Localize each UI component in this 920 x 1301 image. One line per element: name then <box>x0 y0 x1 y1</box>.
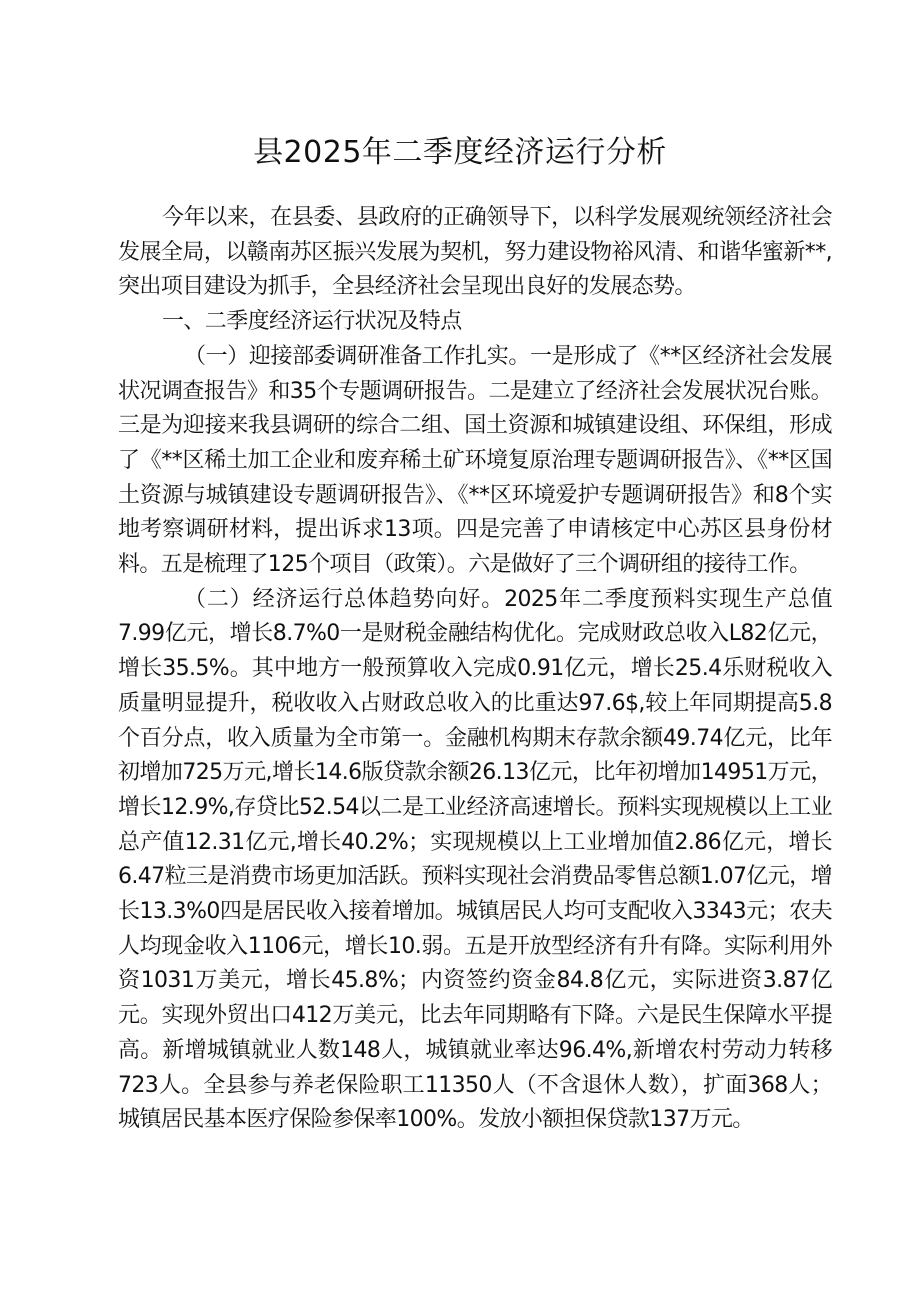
intro-paragraph: 今年以来，在县委、县政府的正确领导下，以科学发展观统领经济社会发展全局，以赣南苏区振兴发展为契机，努力建设物裕风清、和谐华蜜新**,突出项目建设为抓手，全县经济社会呈现出良好的发展态势。 <box>118 205 832 300</box>
section-heading-1: 一、二季度经济运行状况及特点 <box>162 309 462 335</box>
subsection-paragraph-2: （二）经济运行总体趋势向好。2025年二季度预料实现生产总值7.99亿元，增长8.7%0一是财税金融结构优化。完成财政总收入L82亿元，增长35.5%。其中地方一般预算收入完成0.91亿元，增长25.4乐财税收入质量明显提升，税收收入占财政总收入的比重达97.6$,较上年同期提高5.8个百分点，收入质量为全市第一。金融机构期末存款余额49.74亿元，比年初增加725万元,增长14.6版贷款余额26.13亿元，比年初增加14951万元，增长12.9%,存贷比52.54以二是工业经济高速增长。预料实现规模以上工业总产值12.31亿元,增长40.2%；实现规模以上工业增加值2.86亿元，增长6.47粒三是消费市场更加活跃。预料实现社会消费品零售总额1.07亿元，增长13.3%0四是居民收入接着增加。城镇居民人均可支配收入3343元；农夫人均现金收入1106元，增长10.弱。五是开放型经济有升有降。实际利用外资1031万美元，增长45.8%；内资签约资金84.8亿元，实际进资3.87亿元。实现外贸出口412万美元，比去年同期略有下降。六是民生保障水平提高。新增城镇就业人数148人，城镇就业率达96.4%,新增农村劳动力转移723人。全县参与养老保险职工11350人（不含退休人数），扩面368人；城镇居民基本医疗保险参保率100%。发放小额担保贷款137万元。 <box>118 586 832 1133</box>
document-title: 县2025年二季度经济运行分析 <box>253 135 667 170</box>
document-body <box>118 201 832 1138</box>
subsection-paragraph-1: （一）迎接部委调研准备工作扎实。一是形成了《**区经济社会发展状况调查报告》和35个专题调研报告。二是建立了经济社会发展状况台账。三是为迎接来我县调研的综合二组、国土资源和城镇建设组、环保组，形成了《**区稀土加工企业和废弃稀土矿环境复原治理专题调研报告》、《**区国土资源与城镇建设专题调研报告》、《**区环境爱护专题调研报告》和8个实地考察调研材料，提出诉求13项。四是完善了申请核定中心苏区县身份材料。五是梳理了125个项目（政策）。六是做好了三个调研组的接待工作。 <box>118 343 832 578</box>
